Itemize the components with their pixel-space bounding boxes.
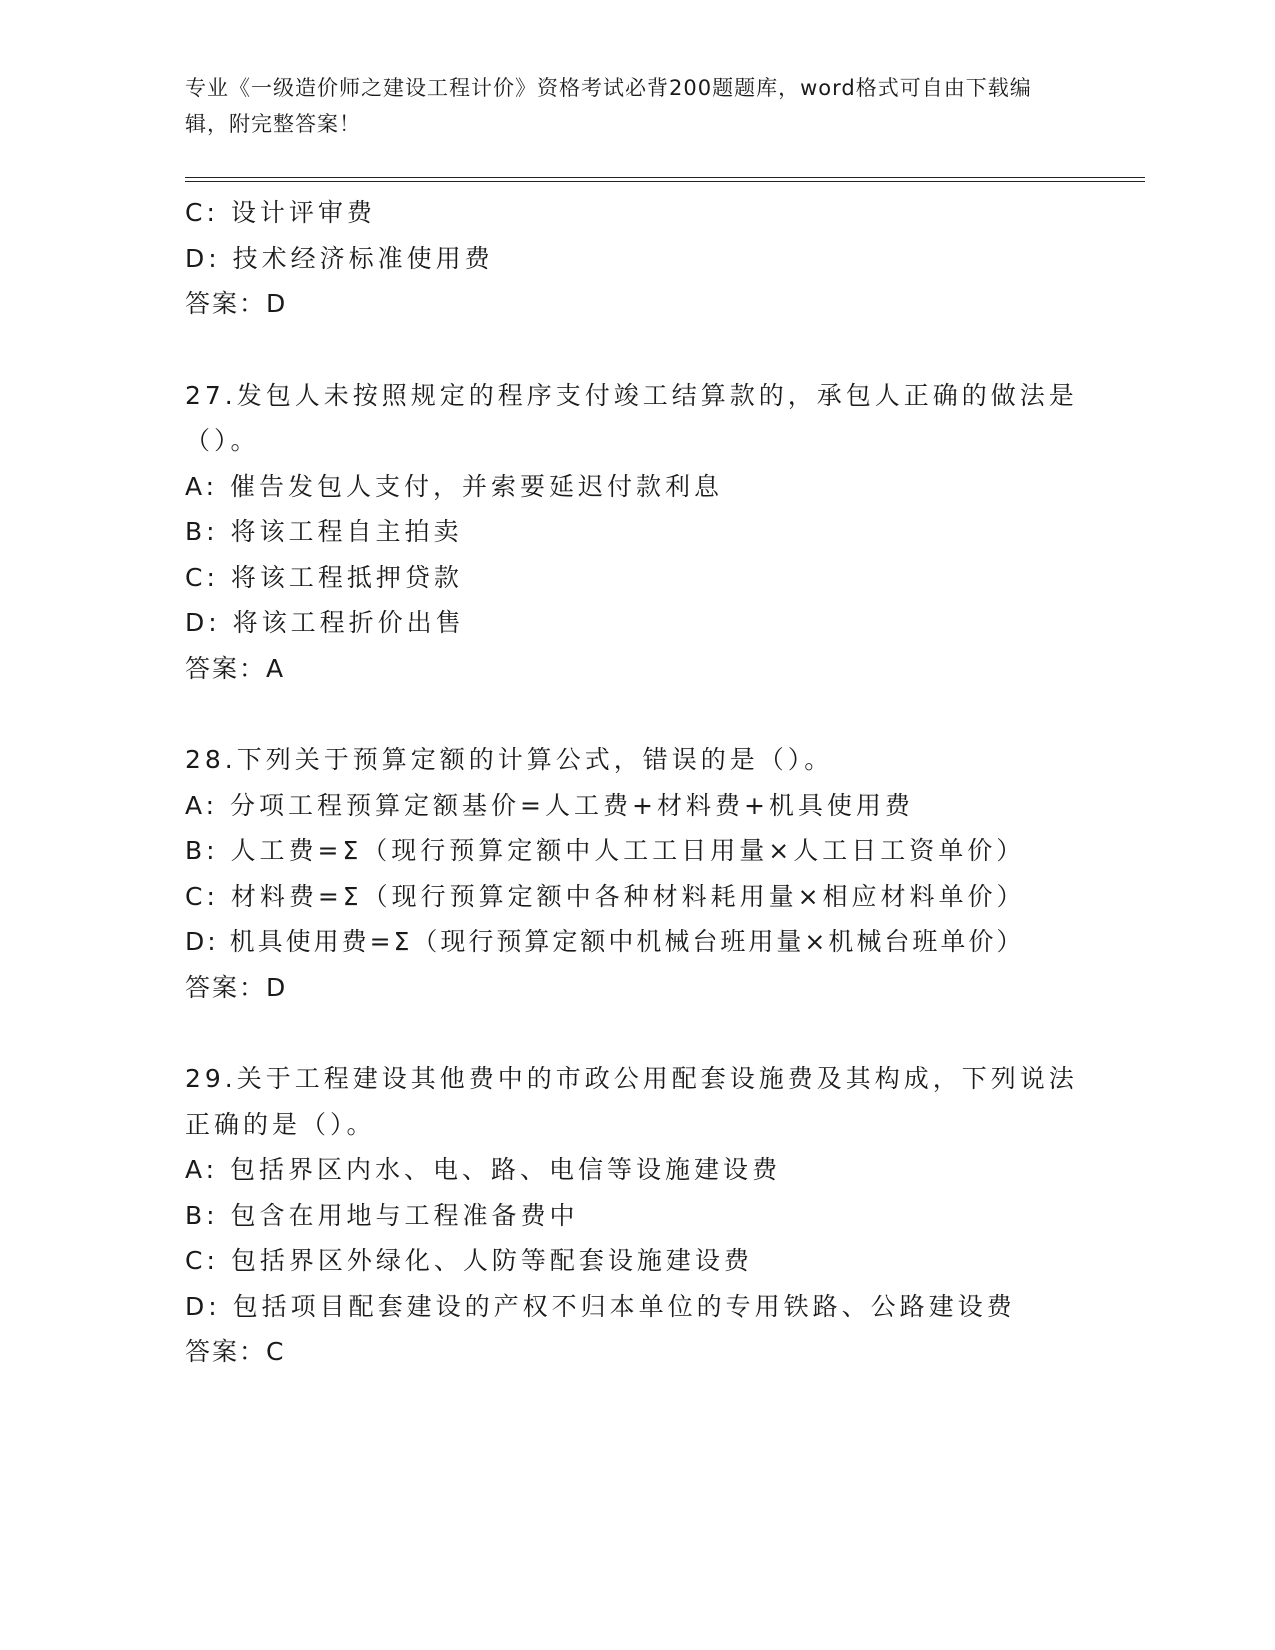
spacer <box>185 691 1085 737</box>
answer: 答案：D <box>185 972 288 1002</box>
option-label: A: <box>185 790 219 820</box>
option-label: C: <box>185 198 219 227</box>
option-label: D: <box>185 608 221 637</box>
option-c <box>185 555 1085 601</box>
option-d <box>185 600 1085 646</box>
option-label: C: <box>185 881 219 911</box>
option-text: 将该工程抵押贷款 <box>230 562 463 592</box>
option-a <box>185 1147 1085 1193</box>
question-stem: 28.下列关于预算定额的计算公式，错误的是（）。 <box>185 745 834 774</box>
question-29 <box>185 1056 1085 1375</box>
option-label: D: <box>185 1291 221 1321</box>
option-text: 分项工程预算定额基价=人工费+材料费+机具使用费 <box>230 790 914 820</box>
option-d <box>185 236 1085 282</box>
option-a <box>185 464 1085 510</box>
option-label: B: <box>185 836 219 865</box>
header-rule-top <box>185 177 1145 178</box>
question-27 <box>185 373 1085 692</box>
option-text: 将该工程折价出售 <box>232 608 465 637</box>
option-text: 机具使用费=Σ（现行预算定额中机械台班用量×机械台班单价） <box>229 927 1025 956</box>
option-b <box>185 1193 1085 1239</box>
question-28 <box>185 737 1085 1010</box>
option-a <box>185 783 1085 829</box>
answer: 答案：C <box>185 1337 286 1366</box>
document-header: 专业《一级造价师之建设工程计价》资格考试必背200题题库，word格式可自由下载编辑，附完整答案！ <box>185 76 1032 136</box>
option-b <box>185 509 1085 555</box>
option-text: 人工费=Σ（现行预算定额中人工工日用量×人工日工资单价） <box>230 836 1026 865</box>
question-stem-continued: （）。 <box>185 426 260 455</box>
spacer <box>185 1010 1085 1056</box>
spacer <box>185 327 1085 373</box>
option-c <box>185 1238 1085 1284</box>
option-label: B: <box>185 517 219 546</box>
option-text: 包括界区内水、电、路、电信等设施建设费 <box>230 1155 782 1184</box>
document-body <box>185 190 1085 1375</box>
option-label: C: <box>185 1246 219 1275</box>
option-text: 设计评审费 <box>230 198 376 227</box>
answer: 答案：A <box>185 653 286 683</box>
option-text: 材料费=Σ（现行预算定额中各种材料耗用量×相应材料单价） <box>230 881 1026 911</box>
option-text: 包括界区外绿化、人防等配套设施建设费 <box>230 1246 753 1275</box>
option-label: D: <box>185 243 221 273</box>
option-d <box>185 1284 1085 1330</box>
option-d <box>185 919 1085 965</box>
header-rule-bottom <box>185 181 1145 182</box>
option-label: B: <box>185 1200 219 1230</box>
option-label: A: <box>185 471 219 501</box>
answer: 答案：D <box>185 289 288 318</box>
question-stem-continued: 正确的是（）。 <box>185 1109 376 1139</box>
question-26-continuation <box>185 190 1085 327</box>
option-text: 催告发包人支付，并索要延迟付款利息 <box>230 471 724 501</box>
option-label: A: <box>185 1155 219 1184</box>
option-text: 将该工程自主拍卖 <box>230 517 463 546</box>
option-text: 技术经济标准使用费 <box>232 243 494 273</box>
option-text: 包含在用地与工程准备费中 <box>230 1200 579 1230</box>
option-b <box>185 828 1085 874</box>
question-stem: 27.发包人未按照规定的程序支付竣工结算款的，承包人正确的做法是 <box>185 380 1078 410</box>
option-label: D: <box>185 927 219 956</box>
question-stem: 29.关于工程建设其他费中的市政公用配套设施费及其构成，下列说法 <box>185 1064 1078 1093</box>
option-text: 包括项目配套建设的产权不归本单位的专用铁路、公路建设费 <box>232 1291 1016 1321</box>
option-label: C: <box>185 562 219 592</box>
option-c <box>185 190 1085 236</box>
option-c <box>185 874 1085 920</box>
